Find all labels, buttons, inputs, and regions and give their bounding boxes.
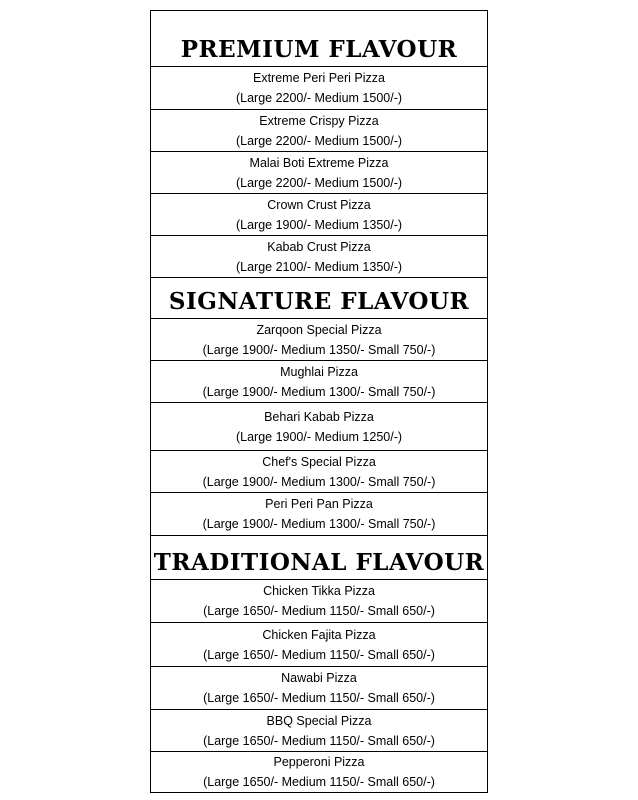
section-title: PREMIUM FLAVOUR <box>151 11 487 67</box>
item-name: Peri Peri Pan Pizza <box>265 497 373 511</box>
item-prices: (Large 1900/- Medium 1300/- Small 750/-) <box>202 517 436 531</box>
item-name: Kabab Crust Pizza <box>267 239 371 254</box>
pizza-menu-table <box>150 10 488 793</box>
item-prices: (Large 2200/- Medium 1500/-) <box>235 91 403 105</box>
item-prices: (Large 1650/- Medium 1150/- Small 650/-) <box>203 733 435 748</box>
menu-item <box>151 493 487 536</box>
menu-item <box>151 361 487 403</box>
item-prices: (Large 2100/- Medium 1350/-) <box>235 259 403 274</box>
traditional-flavour-section <box>151 536 487 793</box>
item-name: Behari Kabab Pizza <box>264 409 374 424</box>
item-prices: (Large 1900/- Medium 1300/- Small 750/-) <box>202 384 436 399</box>
item-prices: (Large 1900/- Medium 1350/- Small 750/-) <box>202 342 436 357</box>
menu-item <box>151 67 487 110</box>
menu-item <box>151 580 487 623</box>
menu-item <box>151 194 487 236</box>
item-name: Crown Crust Pizza <box>267 197 371 212</box>
item-name: Zarqoon Special Pizza <box>256 322 382 337</box>
item-prices: (Large 1900/- Medium 1250/-) <box>235 429 403 444</box>
item-name: BBQ Special Pizza <box>266 713 372 728</box>
section-title: TRADITIONAL FLAVOUR <box>151 536 487 580</box>
item-name: Pepperoni Pizza <box>273 755 365 769</box>
item-prices: (Large 1650/- Medium 1150/- Small 650/-) <box>203 691 435 705</box>
section-title: SIGNATURE FLAVOUR <box>151 278 487 319</box>
item-name: Mughlai Pizza <box>280 364 358 379</box>
item-prices: (Large 2200/- Medium 1500/-) <box>235 133 403 148</box>
menu-item <box>151 236 487 278</box>
menu-item <box>151 110 487 152</box>
item-prices: (Large 2200/- Medium 1500/-) <box>235 175 403 190</box>
menu-item <box>151 319 487 361</box>
menu-item <box>151 667 487 710</box>
item-name: Extreme Peri Peri Pizza <box>253 71 385 85</box>
signature-flavour-section <box>151 278 487 536</box>
menu-item <box>151 710 487 752</box>
item-prices: (Large 1650/- Medium 1150/- Small 650/-) <box>203 604 435 618</box>
item-prices: (Large 1900/- Medium 1300/- Small 750/-) <box>202 474 436 489</box>
menu-item <box>151 752 487 793</box>
item-prices: (Large 1650/- Medium 1150/- Small 650/-) <box>203 647 435 662</box>
menu-item <box>151 152 487 194</box>
item-name: Chef's Special Pizza <box>262 454 376 469</box>
menu-item <box>151 451 487 493</box>
item-name: Extreme Crispy Pizza <box>259 113 379 128</box>
item-prices: (Large 1650/- Medium 1150/- Small 650/-) <box>203 775 435 789</box>
item-name: Chicken Fajita Pizza <box>262 627 376 642</box>
item-name: Nawabi Pizza <box>281 671 357 685</box>
item-prices: (Large 1900/- Medium 1350/-) <box>235 217 403 232</box>
menu-item <box>151 623 487 667</box>
premium-flavour-section <box>151 11 487 278</box>
item-name: Malai Boti Extreme Pizza <box>249 155 389 170</box>
item-name: Chicken Tikka Pizza <box>263 584 375 598</box>
menu-item <box>151 403 487 451</box>
